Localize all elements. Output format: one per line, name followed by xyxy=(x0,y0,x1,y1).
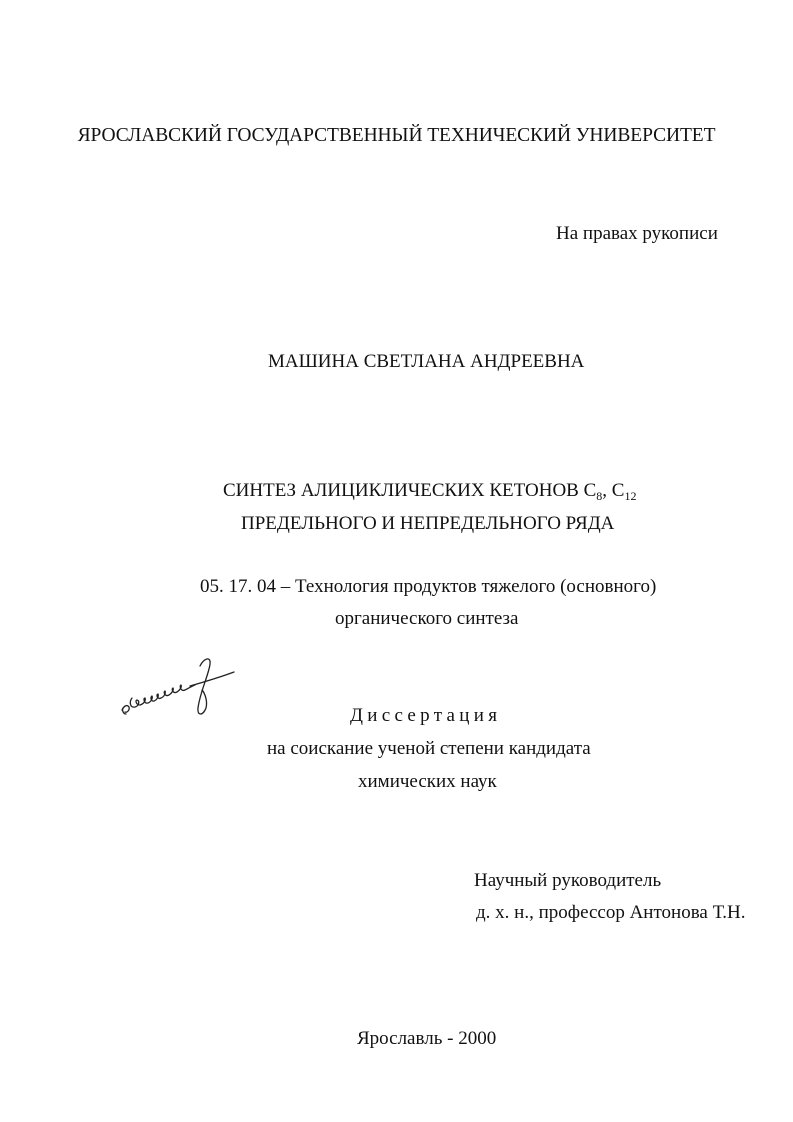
specialty-code-line: 05. 17. 04 – Технология продуктов тяжелого (основного) xyxy=(200,576,657,597)
city-year: Ярославль - 2000 xyxy=(357,1028,497,1049)
degree-line-2: химических наук xyxy=(358,771,497,792)
degree-line-1: на соискание ученой степени кандидата xyxy=(267,738,591,759)
author-name: МАШИНА СВЕТЛАНА АНДРЕЕВНА xyxy=(268,351,585,372)
supervisor-role: Научный руководитель xyxy=(474,870,662,891)
thesis-title-line-1 xyxy=(223,479,636,503)
supervisor-name: д. х. н., профессор Антонова Т.Н. xyxy=(476,902,746,923)
subscript-12: 12 xyxy=(624,489,637,503)
university-name: ЯРОСЛАВСКИЙ ГОСУДАРСТВЕННЫЙ ТЕХНИЧЕСКИЙ УНИВЕРСИТЕТ xyxy=(77,125,716,146)
specialty-name-line: органического синтеза xyxy=(335,608,519,629)
subscript-8: 8 xyxy=(596,489,603,503)
thesis-title-prefix: СИНТЕЗ АЛИЦИКЛИЧЕСКИХ КЕТОНОВ С xyxy=(223,480,597,501)
handwritten-signature-icon xyxy=(118,652,236,720)
thesis-title-separator: , С xyxy=(602,480,625,501)
rights-note: На правах рукописи xyxy=(556,223,718,244)
thesis-title-line-2: ПРЕДЕЛЬНОГО И НЕПРЕДЕЛЬНОГО РЯДА xyxy=(241,513,615,534)
dissertation-label: Диссертация xyxy=(350,705,502,726)
